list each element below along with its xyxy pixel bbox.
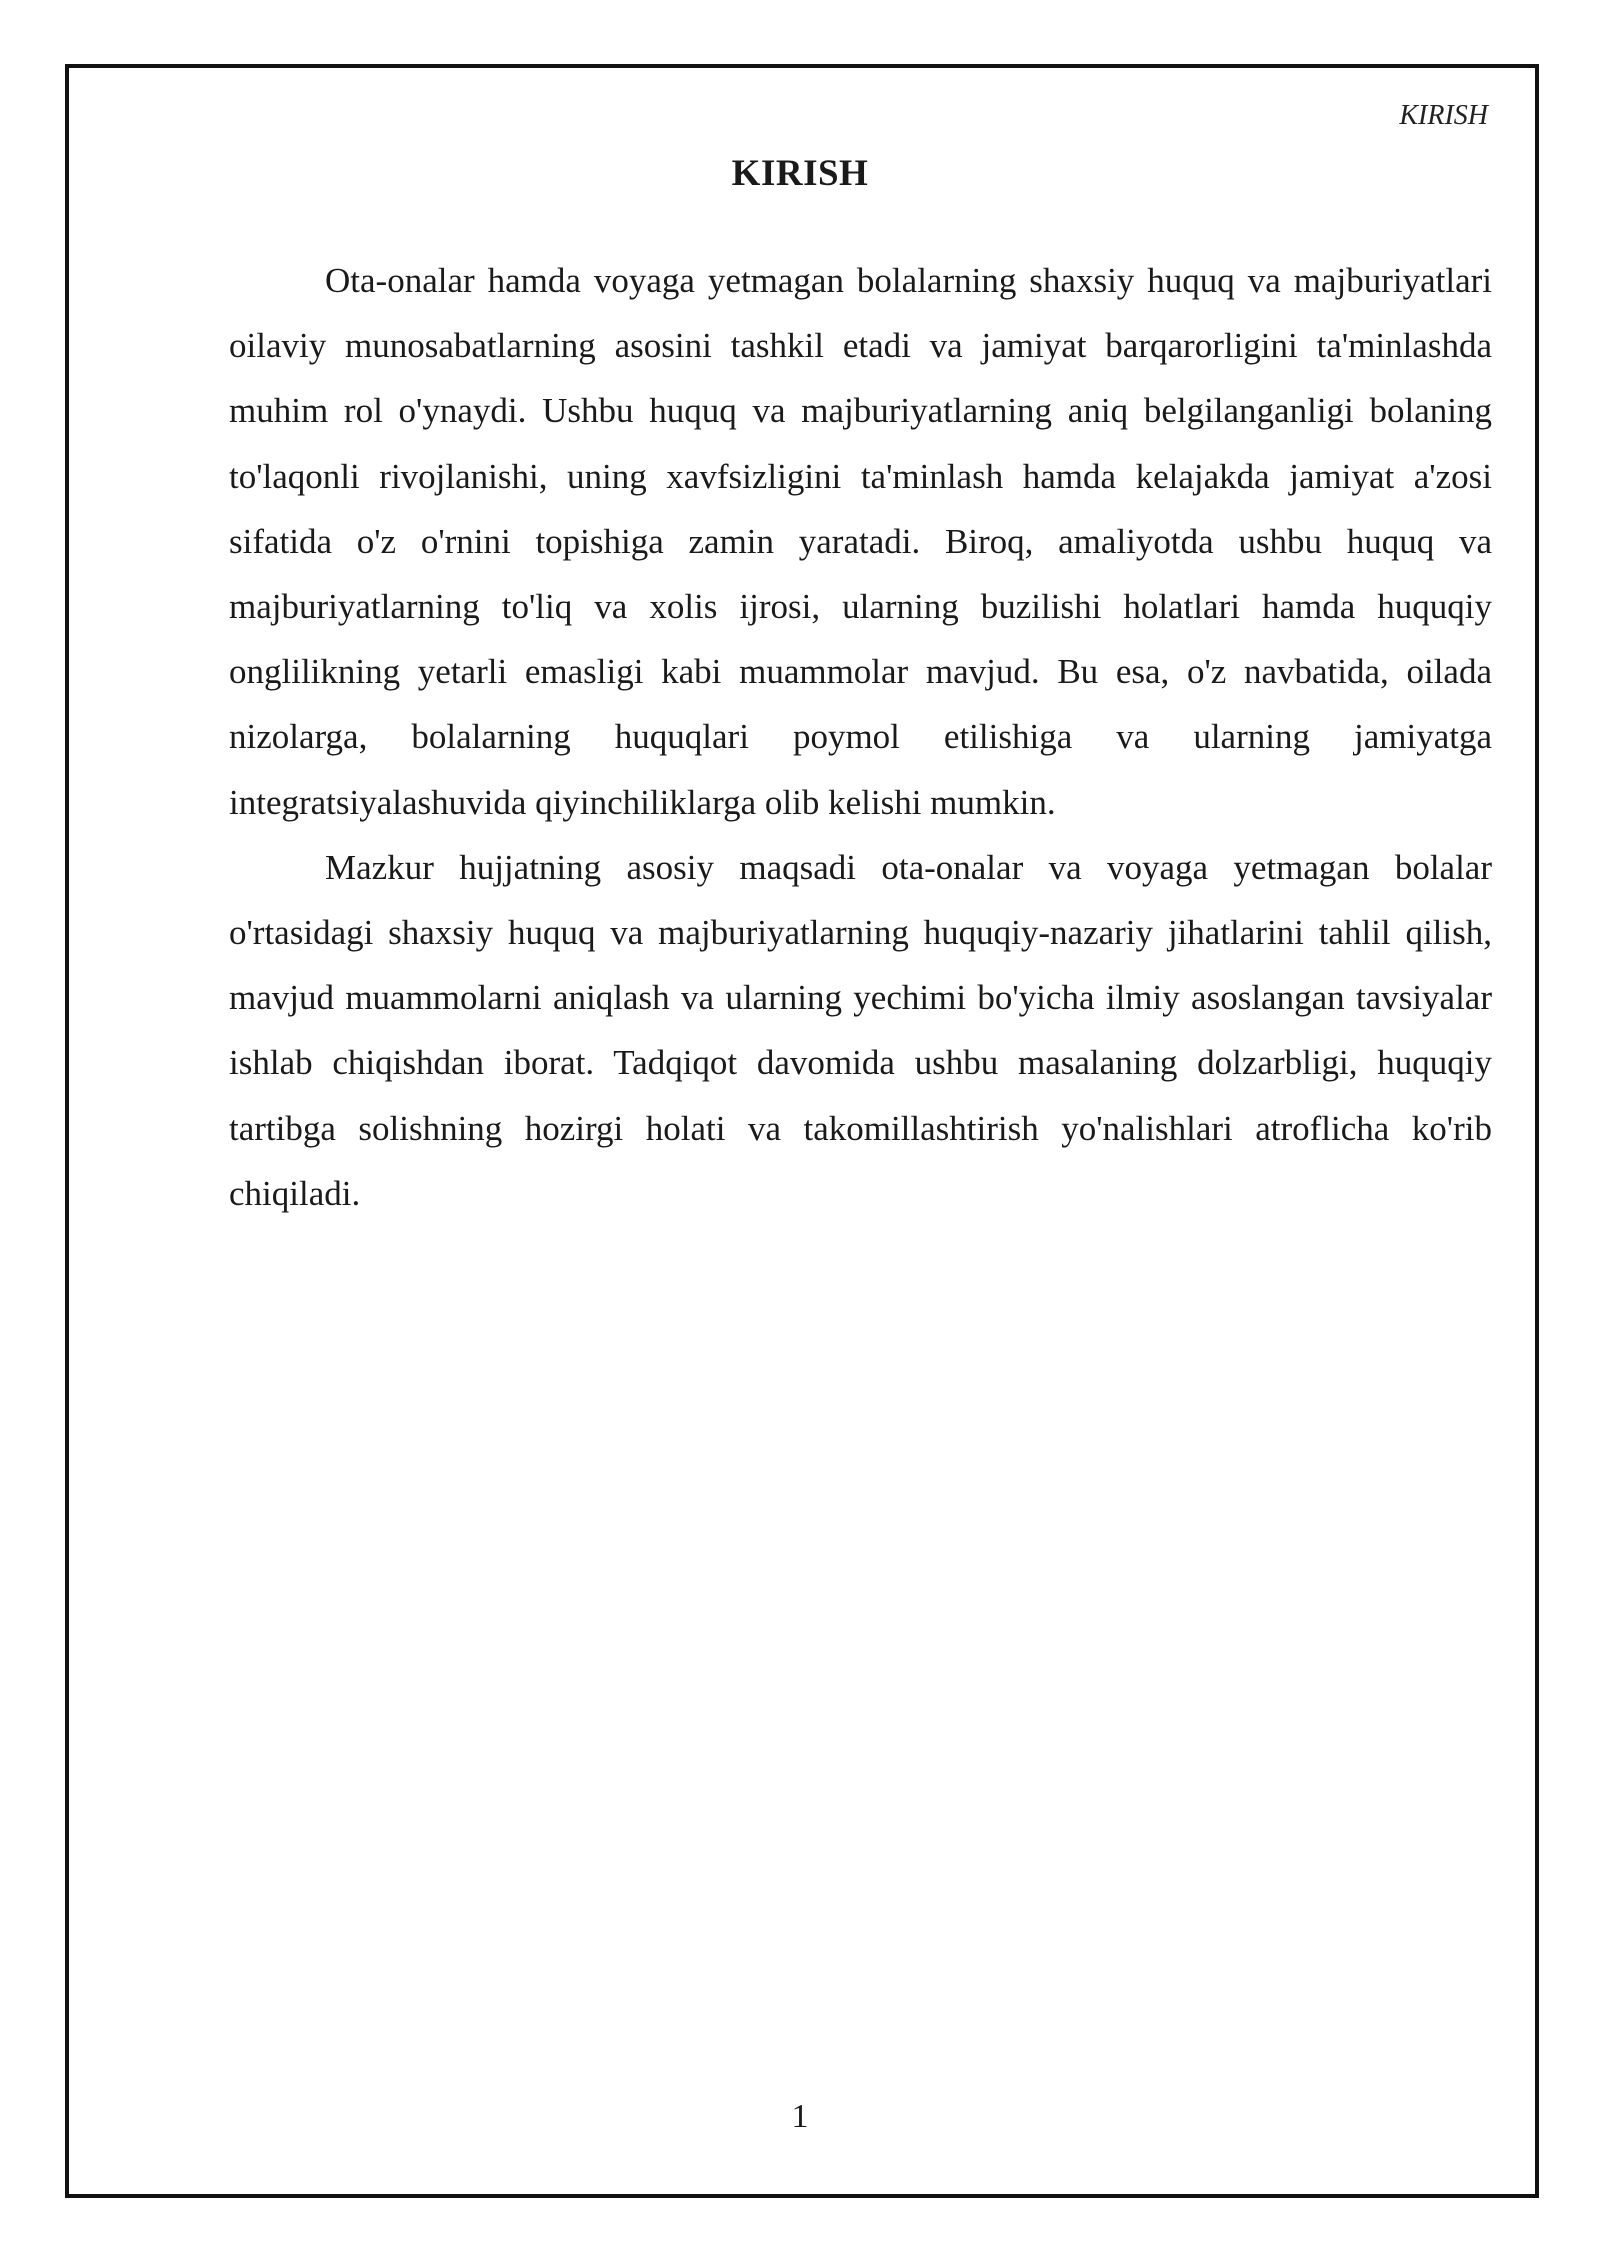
paragraph-1: Ota-onalar hamda voyaga yetmagan bolalarning shaxsiy huquq va majburiyatlari oilaviy munosabatlarning asosini tashkil etadi va jamiyat barqarorligini ta'minlashda muhim rol o'ynaydi. Ushbu huquq va majburiyatlarning aniq belgilanganligi bolaning to'laqonli rivojlanishi, uning xavfsizligini ta'minlash hamda kelajakda jamiyat a'zosi sifatida o'z o'rnini topishiga zamin yaratadi. Biroq, amaliyotda ushbu huquq va majburiyatlarning to'liq va xolis ijrosi, ularning buzilishi holatlari hamda huquqiy onglilikning yetarli emasligi kabi muammolar mavjud. Bu esa, o'z navbatida, oilada nizolarga, bolalarning huquqlari poymol etilishiga va ularning jamiyatga integratsiyalashuvida qiyinchiliklarga olib kelishi mumkin. [229, 261, 1492, 822]
page-title: KIRISH [731, 153, 869, 194]
running-header: KIRISH [1399, 100, 1488, 131]
page-number: 1 [791, 2098, 809, 2135]
paragraph-2: Mazkur hujjatning asosiy maqsadi ota-onalar va voyaga yetmagan bolalar o'rtasidagi shaxsiy huquq va majburiyatlarning huquqiy-nazariy jihatlarini tahlil qilish, mavjud muammolarni aniqlash va ularning yechimi bo'yicha ilmiy asoslangan tavsiyalar ishlab chiqishdan iborat. Tadqiqot davomida ushbu masalaning dolzarbligi, huquqiy tartibga solishning hozirgi holati va takomillashtirish yo'nalishlari atroflicha ko'rib chiqiladi. [229, 847, 1492, 1213]
body-text [229, 248, 1492, 1226]
